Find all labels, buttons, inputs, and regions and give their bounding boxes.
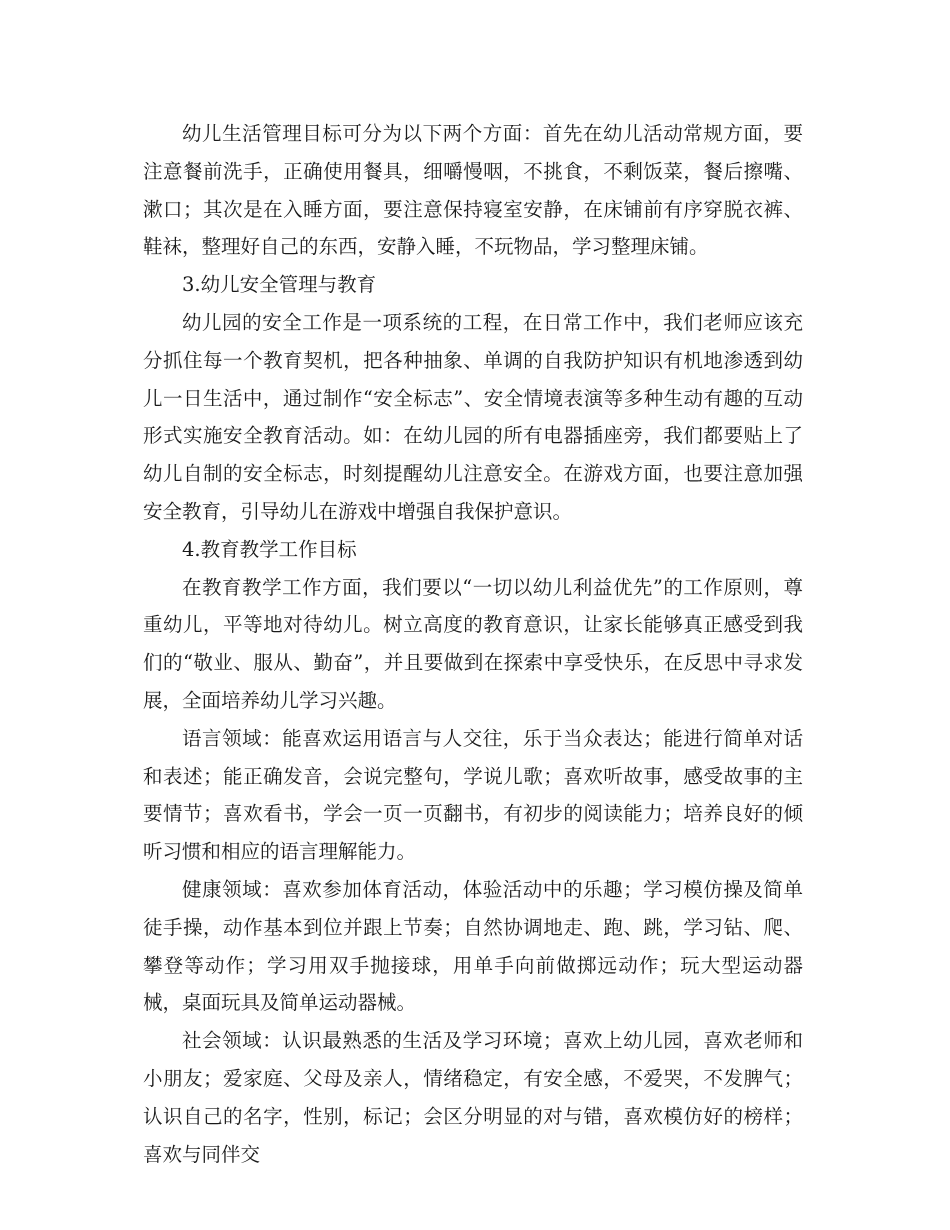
paragraph-health-domain: 健康领域：喜欢参加体育活动，体验活动中的乐趣；学习模仿操及简单徒手操，动作基本到位并跟上节奏；自然协调地走、跑、跳，学习钻、爬、攀登等动作；学习用双手抛接球，用单手向前做掷远动作；玩大型运动器械，桌面玩具及简单运动器械。 <box>143 877 803 1015</box>
document-body <box>143 115 803 1173</box>
paragraph-social-domain: 社会领域：认识最熟悉的生活及学习环境；喜欢上幼儿园，喜欢老师和小朋友；爱家庭、父母及亲人，情绪稳定，有安全感，不爱哭，不发脾气；认识自己的名字，性别，标记；会区分明显的对与错，喜欢模仿好的榜样；喜欢与同伴交 <box>143 1029 803 1166</box>
paragraph-teaching-work: 在教育教学工作方面，我们要以“一切以幼儿利益优先”的工作原则，尊重幼儿，平等地对待幼儿。树立高度的教育意识，让家长能够真正感受到我们的“敬业、服从、勤奋”，并且要做到在探索中享受快乐，在反思中寻求发展，全面培养幼儿学习兴趣。 <box>143 575 803 712</box>
heading-teaching-goals: 4.教育教学工作目标 <box>182 537 357 561</box>
paragraph-safety-work: 幼儿园的安全工作是一项系统的工程，在日常工作中，我们老师应该充分抓住每一个教育契机，把各种抽象、单调的自我防护知识有机地渗透到幼儿一日生活中，通过制作“安全标志”、安全情境表演等多种生动有趣的互动形式实施安全教育活动。如：在幼儿园的所有电器插座旁，我们都要贴上了幼儿自制的安全标志，时刻提醒幼儿注意安全。在游戏方面，也要注意加强安全教育，引导幼儿在游戏中增强自我保护意识。 <box>143 310 803 523</box>
paragraph-language-domain: 语言领域：能喜欢运用语言与人交往，乐于当众表达；能进行简单对话和表述；能正确发音，会说完整句，学说儿歌；喜欢听故事，感受故事的主要情节；喜欢看书，学会一页一页翻书，有初步的阅读能力；培养良好的倾听习惯和相应的语言理解能力。 <box>143 726 803 864</box>
heading-safety-management: 3.幼儿安全管理与教育 <box>182 273 377 297</box>
paragraph-life-management: 幼儿生活管理目标可分为以下两个方面：首先在幼儿活动常规方面，要注意餐前洗手，正确使用餐具，细嚼慢咽，不挑食，不剩饭菜，餐后擦嘴、漱口；其次是在入睡方面，要注意保持寝室安静，在床铺前有序穿脱衣裤、鞋袜，整理好自己的东西，安静入睡，不玩物品，学习整理床铺。 <box>143 122 803 259</box>
